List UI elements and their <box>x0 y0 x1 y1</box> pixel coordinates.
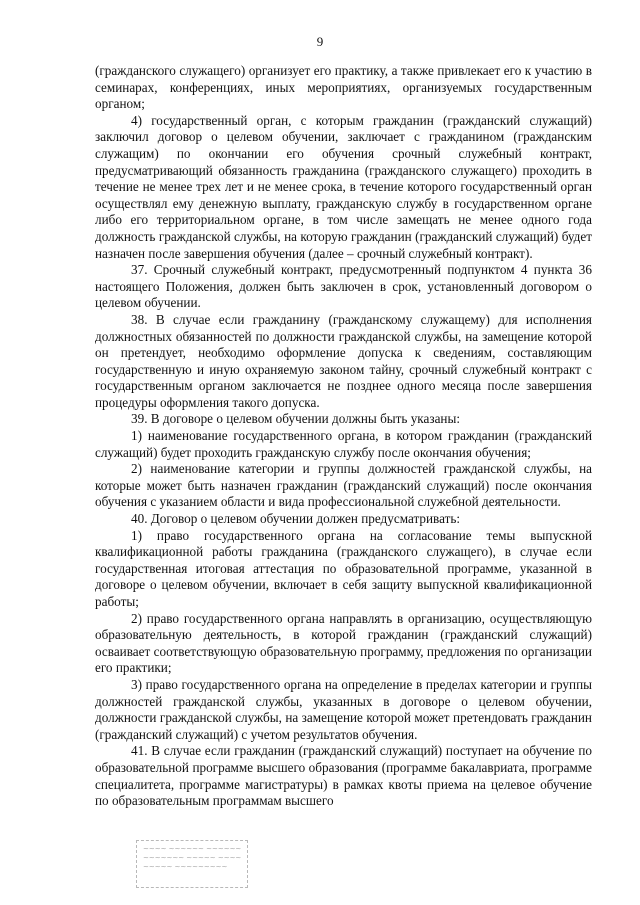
paragraph: 2) наименование категории и группы должностей гражданской службы, на которые может быть назначен гражданин (гражданский служащий) после окончания обучения с указанием области и вида профессиональной служебной деятельности. <box>95 461 592 510</box>
paragraph: 38. В случае если гражданину (гражданскому служащему) для исполнения должностных обязанностей по должности гражданской службы, на замещение которой он претендует, необходимо оформление допуска к сведениям, составляющим государственную и иную охраняемую законом тайну, срочный служебный контракт с государственным органом заключается не позднее одного месяца после завершения процедуры оформления такого допуска. <box>95 311 592 410</box>
paragraph: 3) право государственного органа на определение в пределах категории и группы должностей гражданской службы, указанных в договоре о целевом обучении, должности гражданской службы, на замещение которой может претендовать гражданин (гражданский служащий) с учетом результатов обучения. <box>95 676 592 742</box>
paragraph: 2) право государственного органа направлять в организацию, осуществляющую образовательную деятельность, в которой гражданин (гражданский служащий) осваивает соответствующую образовательную программу, предложения по организации его практики; <box>95 610 592 676</box>
paragraph: 1) право государственного органа на согласование темы выпускной квалификационной работы гражданина (гражданского служащего), в случае если государственная итоговая аттестация по образовательной программе, указанной в договоре о целевом обучении, включает в себя защиту выпускной квалификационной работы; <box>95 527 592 609</box>
paragraph: 39. В договоре о целевом обучении должны быть указаны: <box>131 411 461 427</box>
paragraph: 37. Срочный служебный контракт, предусмотренный подпунктом 4 пункта 36 настоящего Положения, должен быть заключен в срок, установленный договором о целевом обучении. <box>95 262 592 311</box>
paragraph: (гражданского служащего) организует его практику, а также привлекает его к участию в семинарах, конференциях, иных мероприятиях, организуемых государственным органом; <box>95 63 592 112</box>
page-number: 9 <box>316 34 324 49</box>
paragraph: 4) государственный орган, с которым гражданин (гражданский служащий) заключил договор о целевом обучении, заключает с гражданином (гражданским служащим) по окончании его обучения срочный служебный контракт, предусматривающий обязанность гражданина (гражданского служащего) проходить в течение не менее трех лет и не менее срока, в течение которого государственный орган осуществлял ему денежную выплату, гражданскую службу в государственном органе либо его территориальном органе, в том числе замещать не менее одного года должность гражданской службы, на которую гражданин (гражданский служащий) будет назначен после завершения обучения (далее – срочный служебный контракт). <box>95 112 592 261</box>
paragraph: 41. В случае если гражданин (гражданский служащий) поступает на обучение по образовательной программе высшего образования (программе бакалавриата, программе специалитета, программе магистратуры) в рамках квоты приема на целевое обучение по образовательным программам высшего <box>95 743 592 809</box>
registration-stamp: ~~~~ ~~~~~~ ~~~~~~ ~~~~~~~ ~~~~~ ~~~~ ~~~~~ ~~~~~~~~~ <box>136 840 248 888</box>
body-text <box>95 63 592 810</box>
paragraph: 40. Договор о целевом обучении должен предусматривать: <box>131 511 461 527</box>
paragraph: 1) наименование государственного органа, в котором гражданин (гражданский служащий) будет проходить гражданскую службу после окончания обучения; <box>95 428 592 460</box>
